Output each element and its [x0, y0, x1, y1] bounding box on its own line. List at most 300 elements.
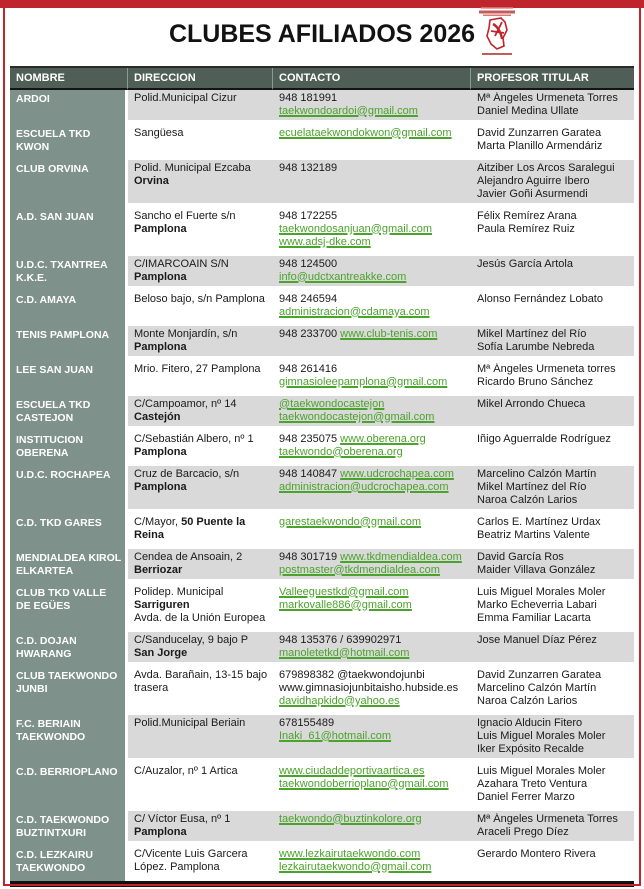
- contacto-cell: [273, 160, 471, 208]
- table-row: [10, 125, 634, 160]
- profesor-titular-cell: [471, 396, 634, 431]
- table-row: [10, 811, 634, 846]
- profesor-name: Marko Echeverria Labari: [477, 599, 597, 611]
- cell-line: [134, 162, 270, 175]
- cell-line: [134, 175, 270, 188]
- direccion-cell: [128, 667, 273, 715]
- text-segment: Avda. Barañain, 13-15 bajo: [134, 669, 268, 681]
- text-segment: 948 233700: [279, 328, 341, 340]
- text-segment: C/Auzalor, nº 1 Artica: [134, 765, 238, 777]
- text-segment: C/Vicente Luis Garcera: [134, 848, 248, 860]
- text-segment: Cendea de Ansoain, 2: [134, 551, 243, 563]
- direccion-cell: [128, 632, 273, 667]
- direccion-cell: [128, 431, 273, 466]
- profesor-titular-cell: [471, 632, 634, 667]
- cell-line: [134, 669, 270, 682]
- hyperlink[interactable]: Inaki_61@hotmail.com: [279, 730, 392, 742]
- profesor-titular-cell: [471, 431, 634, 466]
- contacto-cell: [273, 632, 471, 667]
- profesor-name: Mikel Arrondo Chueca: [477, 398, 586, 410]
- club-name-cell: C.D. BERRIOPLANO: [10, 763, 128, 811]
- text-segment: San Jorge: [134, 647, 188, 659]
- profesor-titular-cell: [471, 715, 634, 763]
- club-name-cell: U.D.C. ROCHAPEA: [10, 466, 128, 514]
- cell-line: [134, 564, 270, 577]
- hyperlink[interactable]: gimnasioleepamplona@gmail.com: [279, 376, 448, 388]
- table-row: [10, 466, 634, 514]
- direccion-cell: [128, 811, 273, 846]
- profesor-titular-cell: [471, 514, 634, 549]
- cell-line: [279, 328, 468, 341]
- cell-line: [134, 717, 270, 730]
- direccion-cell: [128, 514, 273, 549]
- text-segment: 679898382 @taekwondojunbi: [279, 669, 425, 681]
- text-segment: Sarriguren: [134, 599, 190, 611]
- cell-line: [279, 813, 468, 826]
- profesor-name: Luis Miguel Morales Moler: [477, 765, 606, 777]
- document-header: [0, 0, 644, 66]
- text-segment: C/ Víctor Eusa, nº 1: [134, 813, 231, 825]
- column-header-direccion: DIRECCION: [128, 68, 273, 90]
- cell-line: [279, 778, 468, 791]
- hyperlink[interactable]: garestaekwondo@gmail.com: [279, 516, 422, 528]
- hyperlink[interactable]: taekwondo@buztinkolore.org: [279, 813, 422, 825]
- cell-line: [279, 647, 468, 660]
- club-name-cell: CLUB ORVINA: [10, 160, 128, 208]
- profesor-titular-cell: [471, 466, 634, 514]
- text-segment: 948 135376 / 639902971: [279, 634, 402, 646]
- cell-line: [134, 612, 270, 625]
- profesor-name: Daniel Medina Ullate: [477, 105, 579, 117]
- club-name-cell: C.D. AMAYA: [10, 291, 128, 326]
- table-row: [10, 549, 634, 584]
- cell-line: [279, 481, 468, 494]
- profesor-titular-cell: [471, 256, 634, 291]
- cell-line: [134, 293, 270, 306]
- cell-line: [279, 634, 468, 647]
- contacto-cell: [273, 326, 471, 361]
- profesor-titular-cell: [471, 667, 634, 715]
- cell-line: [134, 223, 270, 236]
- profesor-name: Mikel Martínez del Río: [477, 328, 587, 340]
- cell-line: [134, 599, 270, 612]
- text-segment: C/Sebastián Albero, nº 1: [134, 433, 254, 445]
- clubs-table-wrap: [10, 66, 634, 887]
- profesor-name: Ignacio Alducin Fitero: [477, 717, 583, 729]
- club-name-cell: TENIS PAMPLONA: [10, 326, 128, 361]
- text-segment: Berriozar: [134, 564, 183, 576]
- contacto-cell: [273, 667, 471, 715]
- hyperlink[interactable]: www.ciudaddeportivaartica.es: [279, 765, 425, 777]
- table-row: [10, 763, 634, 811]
- text-segment: 948 132189: [279, 162, 338, 174]
- profesor-name: Naroa Calzón Larios: [477, 695, 578, 707]
- direccion-cell: [128, 90, 273, 125]
- direccion-cell: [128, 396, 273, 431]
- profesor-name: Emma Familiar Lacarta: [477, 612, 591, 624]
- profesor-name: Marcelino Calzón Martín: [477, 682, 597, 694]
- cell-line: [279, 105, 468, 118]
- hyperlink[interactable]: administracion@cdamaya.com: [279, 306, 430, 318]
- profesor-name: Mikel Martínez del Río: [477, 481, 587, 493]
- federation-emblem-icon: [477, 6, 517, 58]
- hyperlink[interactable]: taekwondosanjuan@gmail.com: [279, 223, 433, 235]
- contacto-cell: [273, 715, 471, 763]
- profesor-name: Gerardo Montero Rivera: [477, 848, 596, 860]
- profesor-titular-cell: [471, 361, 634, 396]
- cell-line: [134, 848, 270, 861]
- column-header-contacto: CONTACTO: [273, 68, 471, 90]
- cell-line: [279, 271, 468, 284]
- profesor-name: Luis Miguel Morales Moler: [477, 586, 606, 598]
- cell-line: [134, 210, 270, 223]
- cell-line: [279, 516, 468, 529]
- cell-line: [134, 529, 270, 542]
- cell-line: [134, 468, 270, 481]
- contacto-cell: [273, 125, 471, 160]
- cell-line: [279, 586, 468, 599]
- profesor-titular-cell: [471, 160, 634, 208]
- hyperlink[interactable]: ecuelataekwondokwon@gmail.com: [279, 127, 452, 139]
- text-segment: C/Sanducelay, 9 bajo P: [134, 634, 249, 646]
- table-row: [10, 846, 634, 881]
- profesor-name: Azahara Treto Ventura: [477, 778, 588, 790]
- club-name-cell: CLUB TKD VALLE DE EGÜES: [10, 584, 128, 632]
- club-name-cell: A.D. SAN JUAN: [10, 208, 128, 256]
- profesor-titular-cell: [471, 846, 634, 881]
- profesor-name: Mª Ángeles Urmeneta Torres: [477, 92, 618, 104]
- cell-line: [279, 695, 468, 708]
- contacto-cell: [273, 90, 471, 125]
- table-row: [10, 715, 634, 763]
- profesor-titular-cell: [471, 763, 634, 811]
- profesor-name: Ricardo Bruno Sánchez: [477, 376, 594, 388]
- profesor-name: Araceli Prego Díez: [477, 826, 569, 838]
- profesor-name: David Zunzarren Garatea: [477, 127, 602, 139]
- table-row: [10, 160, 634, 208]
- cell-line: [279, 223, 468, 236]
- text-segment: Monte Monjardín, s/n: [134, 328, 238, 340]
- club-name-cell: U.D.C. TXANTREA K.K.E.: [10, 256, 128, 291]
- cell-line: [279, 363, 468, 376]
- hyperlink[interactable]: markovalle886@gmail.com: [279, 599, 412, 611]
- text-segment: 948 140847: [279, 468, 341, 480]
- cell-line: [134, 647, 270, 660]
- cell-line: [134, 433, 270, 446]
- cell-line: [134, 516, 270, 529]
- direccion-cell: [128, 549, 273, 584]
- cell-line: [279, 669, 468, 682]
- club-name-cell: C.D. DOJAN HWARANG: [10, 632, 128, 667]
- text-segment: trasera: [134, 682, 169, 694]
- text-segment: Avda. de la Unión Europea: [134, 612, 266, 624]
- text-segment: Sancho el Fuerte s/n: [134, 210, 236, 222]
- club-name-cell: C.D. LEZKAIRU TAEKWONDO: [10, 846, 128, 881]
- club-name-cell: INSTITUCION OBERENA: [10, 431, 128, 466]
- profesor-name: Alonso Fernández Lobato: [477, 293, 603, 305]
- cell-line: [279, 127, 468, 140]
- cell-line: [279, 717, 468, 730]
- cell-line: [279, 551, 468, 564]
- profesor-name: Paula Remírez Ruiz: [477, 223, 575, 235]
- cell-line: [134, 363, 270, 376]
- text-segment: Pamplona: [134, 446, 187, 458]
- profesor-name: Carlos E. Martínez Urdax: [477, 516, 601, 528]
- cell-line: [134, 813, 270, 826]
- text-segment: C/Mayor,: [134, 516, 182, 528]
- table-row: [10, 431, 634, 466]
- profesor-name: Mª Ángeles Urmeneta Torres: [477, 813, 618, 825]
- direccion-cell: [128, 125, 273, 160]
- profesor-name: Mª Ángeles Urmeneta torres: [477, 363, 616, 375]
- direccion-cell: [128, 256, 273, 291]
- club-name-cell: CLUB TAEKWONDO JUNBI: [10, 667, 128, 715]
- text-segment: C/Campoamor, nº 14: [134, 398, 237, 410]
- table-row: [10, 326, 634, 361]
- table-row: [10, 291, 634, 326]
- clubs-table-body: [10, 90, 634, 881]
- hyperlink[interactable]: taekwondoberrioplano@gmail.com: [279, 778, 449, 790]
- text-segment: 948 181991: [279, 92, 338, 104]
- profesor-titular-cell: [471, 549, 634, 584]
- profesor-titular-cell: [471, 125, 634, 160]
- club-name-cell: ESCUELA TKD KWON: [10, 125, 128, 160]
- contacto-cell: [273, 584, 471, 632]
- cell-line: [134, 586, 270, 599]
- cell-line: [134, 682, 270, 695]
- hyperlink[interactable]: davidhapkido@yahoo.es: [279, 695, 400, 707]
- cell-line: [279, 848, 468, 861]
- cell-line: [279, 730, 468, 743]
- hyperlink[interactable]: taekwondocastejon@gmail.com: [279, 411, 435, 423]
- cell-line: [134, 127, 270, 140]
- cell-line: [279, 564, 468, 577]
- direccion-cell: [128, 291, 273, 326]
- hyperlink[interactable]: www.tkdmendialdea.com: [340, 551, 462, 563]
- cell-line: [279, 236, 468, 249]
- table-row: [10, 256, 634, 291]
- profesor-name: Alejandro Aguirre Ibero: [477, 175, 590, 187]
- club-name-cell: C.D. TKD GARES: [10, 514, 128, 549]
- cell-line: [279, 861, 468, 874]
- club-name-cell: ARDOI: [10, 90, 128, 125]
- contacto-cell: [273, 291, 471, 326]
- cell-line: [134, 398, 270, 411]
- cell-line: [279, 162, 468, 175]
- text-segment: 948 246594: [279, 293, 338, 305]
- profesor-name: Jose Manuel Díaz Pérez: [477, 634, 597, 646]
- hyperlink[interactable]: manoletetkd@hotmail.com: [279, 647, 410, 659]
- direccion-cell: [128, 584, 273, 632]
- profesor-name: Daniel Ferrer Marzo: [477, 791, 575, 803]
- cell-line: [279, 599, 468, 612]
- profesor-name: Beatriz Martins Valente: [477, 529, 590, 541]
- cell-line: [279, 210, 468, 223]
- profesor-name: Naroa Calzón Larios: [477, 494, 578, 506]
- contacto-cell: [273, 431, 471, 466]
- text-segment: Castejón: [134, 411, 181, 423]
- text-segment: 948 235075: [279, 433, 341, 445]
- hyperlink[interactable]: postmaster@tkdmendialdea.com: [279, 564, 440, 576]
- direccion-cell: [128, 361, 273, 396]
- text-segment: Pamplona: [134, 271, 187, 283]
- text-segment: Sangüesa: [134, 127, 184, 139]
- cell-line: [279, 293, 468, 306]
- text-segment: 948 124500: [279, 258, 338, 270]
- profesor-name: Maider Villava González: [477, 564, 596, 576]
- text-segment: Polidep. Municipal: [134, 586, 224, 598]
- column-header-profesor-titular: PROFESOR TITULAR: [471, 68, 634, 90]
- profesor-titular-cell: [471, 208, 634, 256]
- text-segment: Polid.Municipal Cizur: [134, 92, 237, 104]
- cell-line: [279, 468, 468, 481]
- table-row: [10, 584, 634, 632]
- contacto-cell: [273, 361, 471, 396]
- cell-line: [134, 765, 270, 778]
- contacto-cell: [273, 514, 471, 549]
- cell-line: [134, 411, 270, 424]
- clubs-table-head: [10, 68, 634, 90]
- direccion-cell: [128, 466, 273, 514]
- cell-line: [134, 271, 270, 284]
- direccion-cell: [128, 846, 273, 881]
- hyperlink[interactable]: www.oberena.org: [340, 433, 426, 445]
- profesor-name: Iñigo Aguerralde Rodríguez: [477, 433, 611, 445]
- text-segment: López. Pamplona: [134, 861, 220, 873]
- cell-line: [134, 634, 270, 647]
- contacto-cell: [273, 846, 471, 881]
- hyperlink[interactable]: www.lezkairutaekwondo.com: [279, 848, 421, 860]
- contacto-cell: [273, 256, 471, 291]
- text-segment: 678155489: [279, 717, 335, 729]
- text-segment: www.gimnasiojunbitaisho.hubside.es: [279, 682, 459, 694]
- club-name-cell: ESCUELA TKD CASTEJON: [10, 396, 128, 431]
- table-row: [10, 667, 634, 715]
- text-segment: Polid.Municipal Beriain: [134, 717, 246, 729]
- club-name-cell: LEE SAN JUAN: [10, 361, 128, 396]
- text-segment: Pamplona: [134, 826, 187, 838]
- cell-line: [134, 258, 270, 271]
- table-row: [10, 632, 634, 667]
- cell-line: [134, 446, 270, 459]
- hyperlink[interactable]: @taekwondocastejon: [279, 398, 385, 410]
- text-segment: Beloso bajo, s/n Pamplona: [134, 293, 265, 305]
- profesor-name: David García Ros: [477, 551, 564, 563]
- text-segment: Polid. Municipal Ezcaba: [134, 162, 251, 174]
- club-name-cell: C.D. TAEKWONDO BUZTINTXURI: [10, 811, 128, 846]
- text-segment: Pamplona: [134, 223, 187, 235]
- club-name-cell: MENDIALDEA KIROL ELKARTEA: [10, 549, 128, 584]
- profesor-name: Luis Miguel Morales Moler: [477, 730, 606, 742]
- text-segment: Pamplona: [134, 481, 187, 493]
- cell-line: [134, 92, 270, 105]
- hyperlink[interactable]: taekwondoardoi@gmail.com: [279, 105, 418, 117]
- page-title: CLUBES AFILIADOS 2026: [168, 20, 476, 48]
- contacto-cell: [273, 763, 471, 811]
- column-header-nombre: NOMBRE: [10, 68, 128, 90]
- hyperlink[interactable]: info@udctxantreakke.com: [279, 271, 407, 283]
- profesor-titular-cell: [471, 584, 634, 632]
- profesor-name: Sofía Larumbe Nebreda: [477, 341, 595, 353]
- direccion-cell: [128, 160, 273, 208]
- profesor-name: Marcelino Calzón Martín: [477, 468, 597, 480]
- contacto-cell: [273, 396, 471, 431]
- hyperlink[interactable]: taekwondo@oberena.org: [279, 446, 403, 458]
- direccion-cell: [128, 326, 273, 361]
- contacto-cell: [273, 811, 471, 846]
- text-segment: 50 Puente la: [181, 516, 246, 528]
- text-segment: Mrio. Fitero, 27 Pamplona: [134, 363, 261, 375]
- hyperlink[interactable]: www.udcrochapea.com: [340, 468, 454, 480]
- profesor-name: Félix Remírez Arana: [477, 210, 577, 222]
- text-segment: Pamplona: [134, 341, 187, 353]
- cell-line: [134, 861, 270, 874]
- cell-line: [134, 551, 270, 564]
- hyperlink[interactable]: lezkairutaekwondo@gmail.com: [279, 861, 432, 873]
- cell-line: [279, 306, 468, 319]
- hyperlink[interactable]: www.adsj-dke.com: [279, 236, 371, 248]
- text-segment: 948 261416: [279, 363, 338, 375]
- cell-line: [279, 682, 468, 695]
- cell-line: [279, 398, 468, 411]
- cell-line: [279, 765, 468, 778]
- cell-line: [134, 341, 270, 354]
- cell-line: [134, 328, 270, 341]
- hyperlink[interactable]: administracion@udcrochapea.com: [279, 481, 449, 493]
- profesor-name: Javier Goñi Asurmendi: [477, 188, 588, 200]
- profesor-name: Jesús García Artola: [477, 258, 573, 270]
- text-segment: Reina: [134, 529, 164, 541]
- profesor-name: Aitziber Los Arcos Saralegui: [477, 162, 615, 174]
- cell-line: [134, 481, 270, 494]
- table-row: [10, 90, 634, 125]
- table-row: [10, 396, 634, 431]
- direccion-cell: [128, 763, 273, 811]
- clubs-table: [10, 68, 634, 881]
- cell-line: [279, 92, 468, 105]
- cell-line: [279, 433, 468, 446]
- profesor-name: Iker Expósito Recalde: [477, 743, 584, 755]
- header-row: [10, 68, 634, 90]
- contacto-cell: [273, 466, 471, 514]
- text-segment: Orvina: [134, 175, 169, 187]
- profesor-name: Marta Planillo Armendáriz: [477, 140, 603, 152]
- text-segment: 948 172255: [279, 210, 338, 222]
- profesor-titular-cell: [471, 90, 634, 125]
- contacto-cell: [273, 549, 471, 584]
- profesor-titular-cell: [471, 291, 634, 326]
- direccion-cell: [128, 208, 273, 256]
- cell-line: [279, 411, 468, 424]
- cell-line: [134, 826, 270, 839]
- table-row: [10, 361, 634, 396]
- text-segment: 948 301719: [279, 551, 341, 563]
- club-name-cell: F.C. BERIAIN TAEKWONDO: [10, 715, 128, 763]
- text-segment: Cruz de Barcacio, s/n: [134, 468, 240, 480]
- hyperlink[interactable]: Valleeguestkd@gmail.com: [279, 586, 409, 598]
- table-row: [10, 208, 634, 256]
- cell-line: [279, 376, 468, 389]
- cell-line: [279, 258, 468, 271]
- profesor-titular-cell: [471, 326, 634, 361]
- table-row: [10, 514, 634, 549]
- contacto-cell: [273, 208, 471, 256]
- cell-line: [279, 446, 468, 459]
- profesor-name: David Zunzarren Garatea: [477, 669, 602, 681]
- hyperlink[interactable]: www.club-tenis.com: [340, 328, 438, 340]
- direccion-cell: [128, 715, 273, 763]
- profesor-titular-cell: [471, 811, 634, 846]
